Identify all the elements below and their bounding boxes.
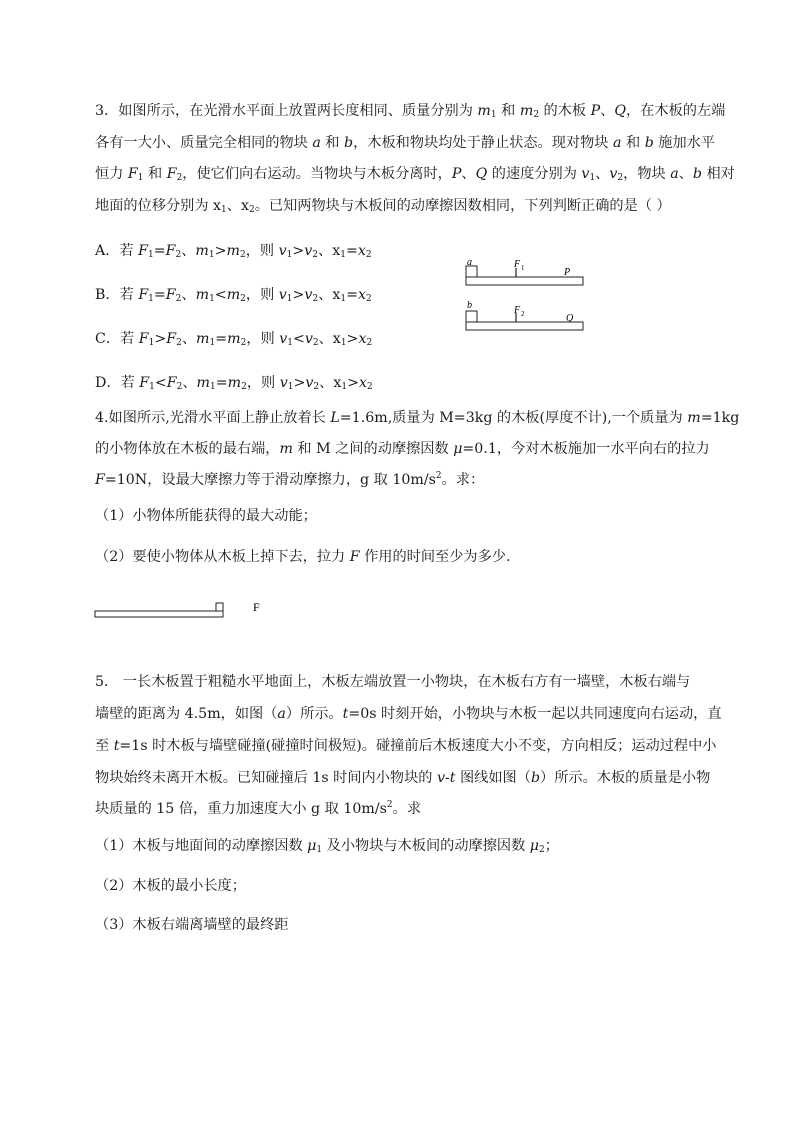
q3-line-3: 恒力 $F_1$ 和 $F_2$，使它们向右运动。当物块与木板分离时，P、Q 的速度分别为 $v_1$、$v_2$，物块 a、b 相对 <box>95 166 735 183</box>
q5-subquestion-2: （2）木板的最小长度； <box>95 878 246 894</box>
q3-option-d[interactable]: D．若 $F_1<F_2$、$m_1=m_2$，则 $v_1>v_2$、$x_1>x_2$ <box>95 375 373 392</box>
force-f-label: F <box>253 600 260 614</box>
block-b-label: b <box>467 300 472 311</box>
q5-line-1: 5． 一长木板置于粗糙水平地面上，木板左端放置一小物块，在木板右方有一墙壁，木板右端与 <box>95 674 691 690</box>
q5-subquestion-3: （3）木板右端离墙壁的最终距 <box>95 917 289 933</box>
block-a-label: a <box>467 257 472 268</box>
q4-line-2: 的小物体放在木板的最右端，m 和 M 之间的动摩擦因数 μ=0.1，今对木板施加一水平向右的拉力 <box>95 441 710 457</box>
force-1-sub: 1 <box>521 264 525 272</box>
q5-line-5: 块质量的 15 倍，重力加速度大小 g 取 $10m/s^2$。求 <box>95 800 422 817</box>
q4-figure-svg <box>93 596 273 626</box>
q5-line-2: 墙壁的距离为 4.5m，如图（a）所示。t=0s 时刻开始，小物块与木板一起以共同速度向右运动，直 <box>95 706 722 722</box>
board-q-label: Q <box>566 313 574 324</box>
q3-option-b[interactable]: B．若 $F_1=F_2$、$m_1<m_2$，则 $v_1>v_2$、$x_1=x_2$ <box>95 287 372 304</box>
q4-subquestion-2: （2）要使小物体从木板上掉下去，拉力 F 作用的时间至少为多少. <box>95 549 511 565</box>
q3-figure-svg <box>460 255 590 335</box>
block-b <box>466 311 477 322</box>
q4-figure <box>93 596 273 626</box>
q3-option-c[interactable]: C．若 $F_1>F_2$、$m_1=m_2$，则 $v_1<v_2$、$x_1>x_2$ <box>95 331 373 348</box>
q4-subquestion-1: （1）小物体所能获得的最大动能； <box>95 508 317 524</box>
board-p-label: P <box>564 267 571 278</box>
q4-line-1: 4.如图所示,光滑水平面上静止放着长 L=1.6m,质量为 M=3kg 的木板(厚度不计),一个质量为 m=1kg <box>95 410 740 426</box>
force-1-label: F <box>514 259 521 270</box>
q3-option-a[interactable]: A．若 $F_1=F_2$、$m_1>m_2$，则 $v_1>v_2$、$x_1=x_2$ <box>95 243 372 260</box>
small-block-m <box>216 603 223 611</box>
force-2-label: F <box>514 305 521 316</box>
q5-line-3: 至 t=1s 时木板与墙壁碰撞(碰撞时间极短)。碰撞前后木板速度大小不变，方向相反；运动过程中小 <box>95 738 717 754</box>
board-p <box>466 277 583 285</box>
q3-figure <box>460 255 590 335</box>
q4-line-3: F=10N，设最大摩擦力等于滑动摩擦力，g 取 $10m/s^2$。求： <box>95 471 485 488</box>
board-m <box>95 611 223 617</box>
q5-line-4: 物块始终未离开木板。已知碰撞后 1s 时间内小物块的 v-t 图线如图（b）所示。木板的质量是小物 <box>95 770 711 786</box>
q3-line-2: 各有一大小、质量完全相同的物块 a 和 b，木板和物块均处于静止状态。现对物块 a 和 b 施加水平 <box>95 135 716 151</box>
force-2-sub: 2 <box>521 310 525 318</box>
q3-line-1: 3．如图所示，在光滑水平面上放置两长度相同、质量分别为 $m_1$ 和 $m_2$ 的木板 P、Q，在木板的左端 <box>95 103 726 120</box>
q5-subquestion-1: （1）木板与地面间的动摩擦因数 $\mu_1$ 及小物块与木板间的动摩擦因数 $\mu_2$； <box>95 838 559 855</box>
q3-line-4: 地面的位移分别为 $x_1$、$x_2$。已知两物块与木板间的动摩擦因数相同，下列判断正确的是（ ） <box>95 198 671 215</box>
